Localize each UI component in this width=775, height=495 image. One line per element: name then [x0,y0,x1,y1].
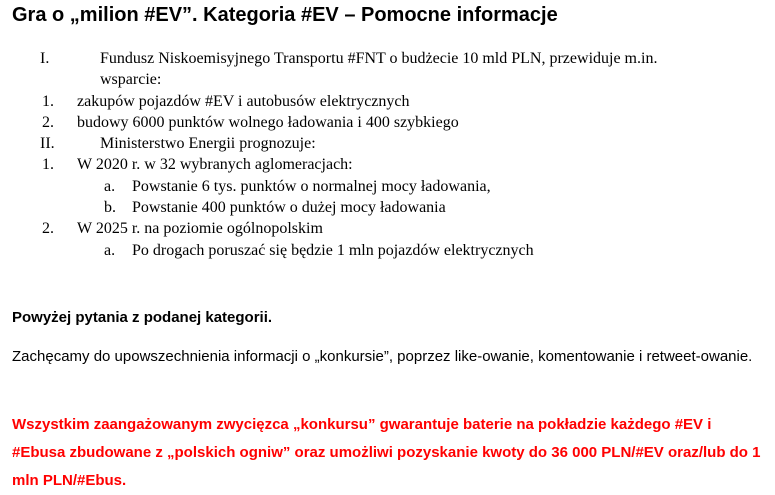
info-list [0,48,775,261]
list-item-ii-2 [0,218,775,239]
list-item-ii-1b [0,197,775,218]
list-item-text: Ministerstwo Energii prognozuje: [100,135,316,153]
list-item-text: Fundusz Niskoemisyjnego Transportu #FNT o budżecie 10 mld PLN, przewiduje m.in. [100,50,658,67]
list-item-text: Powstanie 6 tys. punktów o normalnej mocy ładowania, [132,177,491,195]
list-item-i-1 [0,91,775,112]
list-marker: 1. [42,92,54,110]
list-item-i [0,48,775,69]
list-marker: 2. [42,113,54,131]
page-title: Gra o „milion #EV”. Kategoria #EV – Pomocne informacje [12,4,558,26]
prize-paragraph: Wszystkim zaangażowanym zwycięzca „konkursu” gwarantuje baterie na pokładzie każdego #EV i #Ebusa zbudowane z „polskich ogniw” oraz umożliwi pozyskanie kwoty do 36 000 PLN/#EV oraz/lub do 1 mln PLN/#Ebus. [12,416,761,489]
list-item-text: budowy 6000 punktów wolnego ładowania i 400 szybkiego [77,113,459,131]
list-item-text: Po drogach poruszać się będzie 1 mln pojazdów elektrycznych [132,241,534,259]
list-item-text: zakupów pojazdów #EV i autobusów elektrycznych [77,92,410,110]
list-item-text: W 2025 r. na poziomie ogólnopolskim [77,220,323,238]
list-item-ii-2a [0,240,775,261]
list-marker: I. [40,50,50,67]
list-item-text: Powstanie 400 punktów o dużej mocy ładowania [132,199,446,217]
list-marker: b. [104,199,116,217]
list-marker: II. [40,135,55,153]
list-marker: a. [104,241,116,259]
list-marker: a. [104,177,116,195]
list-item-i-continued [0,69,775,90]
questions-note: Powyżej pytania z podanej kategorii. [12,309,273,326]
list-item-ii [0,133,775,154]
list-item-i-2 [0,112,775,133]
encourage-paragraph: Zachęcamy do upowszechnienia informacji o „konkursie”, poprzez like-owanie, komentowanie i retweet-owanie. [12,348,753,365]
list-marker: 1. [42,156,54,174]
list-item-ii-1a [0,176,775,197]
list-item-text: W 2020 r. w 32 wybranych aglomeracjach: [77,156,353,174]
list-marker: 2. [42,220,54,238]
list-item-ii-1 [0,154,775,175]
list-item-text: wsparcie: [100,71,162,89]
